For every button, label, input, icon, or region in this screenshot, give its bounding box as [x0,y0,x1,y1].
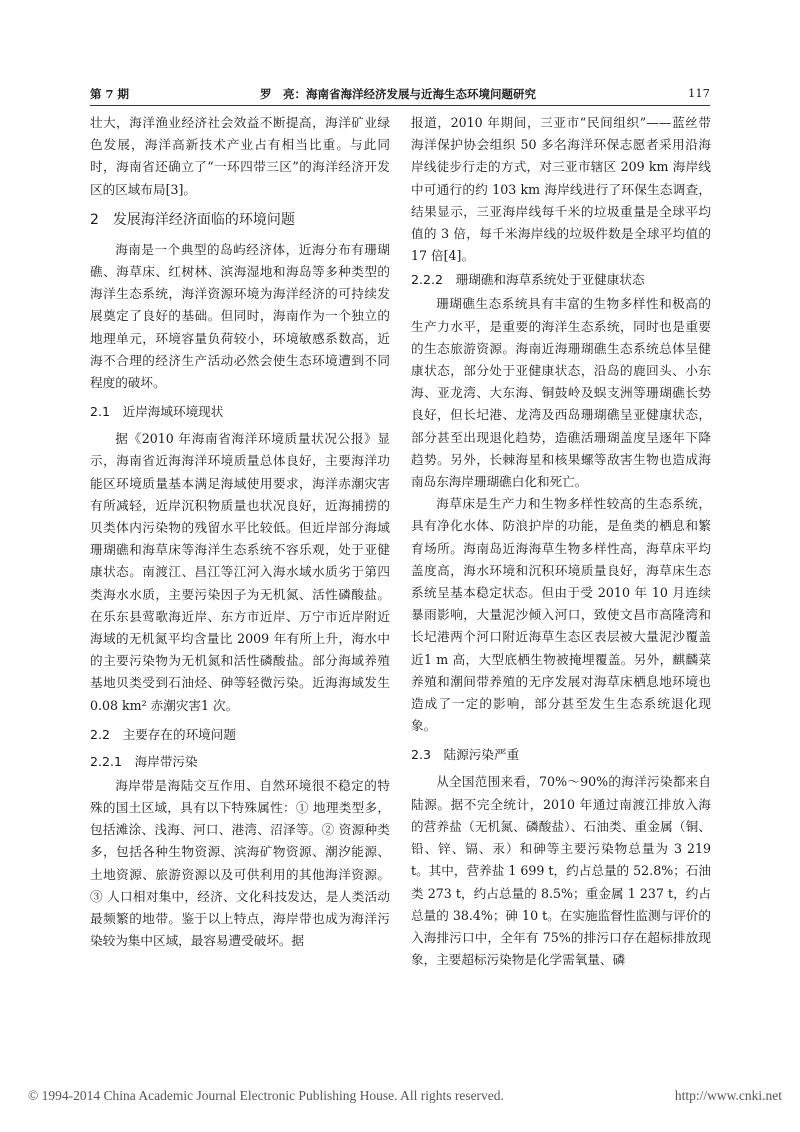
running-header [90,84,710,104]
header-rule [90,105,710,106]
paragraph-continued: 壮大，海洋渔业经济社会效益不断提高，海洋矿业绿色发展，海洋高新技术产业占有相当比重。与此同时，海南省还确立了“一环四带三区”的海洋经济开发区的区域布局[3]。 [90,115,390,197]
subsection-heading-2-2-1: 2.2.1 海岸带污染 [90,753,198,769]
paragraph-2-1: 据《2010 年海南省海洋环境质量状况公报》显示，海南省近海海洋环境质量总体良好，主要海洋功能区环境质量基本满足海域使用要求，海洋赤潮灾害有所减轻，近岸沉积物质量也状况良好，近海捕捞的贝类体内污染物的残留水平比较低。但近岸部分海域珊瑚礁和海草床等海洋生态系统不容乐观，处于亚健康状态。南渡江、昌江等江河入海水域水质劣于第四类海水水质，主要污染因子为无机氮、活性磷酸盐。在乐东县莺歌海近岸、东方市近岸、万宁市近岸附近海域的无机氮平均含量比 2009 年有所上升，海水中的主要污染物为无机氮和活性磷酸盐。部分海域养殖基地贝类受到石油烃、砷等轻微污染。近海海域发生 0.08 km² 赤潮灾害1 次。 [90,431,390,713]
subsection-heading-2-2-2: 2.2.2 珊瑚礁和海草系统处于亚健康状态 [411,272,645,288]
paragraph-2-3: 从全国范围来看，70%～90%的海洋污染都来自陆源。据不完全统计，2010 年通过南渡江排放入海的营养盐（无机氮、磷酸盐）、石油类、重金属（铜、铅、锌、镉、汞）和砷等主要污染物总量为 3 219 t。其中，营养盐 1 699 t，约占总量的 52.8%；石油类 273 t，约占总量的 8.5%；重金属 1 237 t，约占总量的 38.4%；砷 10 t。在实施监督性监测与评价的入海排污口中，全年有 75%的排污口存在超标排放现象，主要超标污染物是化学需氧量、磷 [411,774,711,968]
footer-link[interactable]: http://www.cnki.net [674,1088,782,1103]
page-footer [0,1088,800,1108]
section-heading-2: 2 发展海洋经济面临的环境问题 [90,211,295,228]
paragraph-section-2: 海南是一个典型的岛屿经济体，近海分布有珊瑚礁、海草床、红树林、滨海湿地和海岛等多种类型的海洋生态系统，海洋资源环境为海洋经济的可持续发展奠定了良好的基础。但同时，海南作为一个独立的地理单元，环境容量负荷较小，环境敏感系数高，近海不合理的经济生产活动必然会使生态环境遭到不同程度的破坏。 [90,241,390,391]
paragraph-continued-right: 报道，2010 年期间，三亚市“民间组织”——蓝丝带海洋保护协会组织 50 多名海洋环保志愿者采用沿海岸线徒步行走的方式，对三亚市辖区 209 km 海岸线中可通行的约 103 km 海岸线进行了环保生态调查，结果显示，三亚海岸线每千米的垃圾重量是全球平均值的 3 倍，每千米海岸线的垃圾件数是全球平均值的 17 倍[4]。 [411,115,711,264]
subsection-heading-2-3: 2.3 陆源污染严重 [411,747,520,763]
paragraph-coral-reef: 珊瑚礁生态系统具有丰富的生物多样性和极高的生产力水平，是重要的海洋生态系统，同时也是重要的生态旅游资源。海南近海珊瑚礁生态系统总体呈健康状态，部分处于亚健康状态，沿岛的鹿回头、小东海、亚龙湾、大东海、铜鼓岭及蜈支洲等珊瑚礁长势良好，但长圮港、龙湾及西岛珊瑚礁呈亚健康状态，部分甚至出现退化趋势，造礁活珊瑚盖度呈逐年下降趋势。另外，长棘海星和核果螺等敌害生物也造成海南岛东海岸珊瑚礁白化和死亡。 [411,296,711,490]
issue-number: 第 7 期 [90,87,130,101]
page-number: 117 [688,86,710,100]
paragraph-2-2-1: 海岸带是海陆交互作用、自然环境很不稳定的特殊的国土区域，具有以下特殊属性：① 地理类型多，包括滩涂、浅海、河口、港湾、沼泽等。② 资源种类多，包括各种生物资源、滨海矿物资源、潮汐能源、土地资源、旅游资源以及可供利用的其他海洋资源。③ 人口相对集中，经济、文化科技发达，是人类活动最频繁的地带。鉴于以上特点，海岸带也成为海洋污染较为集中区域，最容易遭受破坏。据 [90,777,390,949]
paragraph-seagrass: 海草床是生产力和生物多样性较高的生态系统，具有净化水体、防浪护岸的功能，是鱼类的栖息和繁育场所。海南岛近海海草生物多样性高，海草床平均盖度高，海水环境和沉积环境质量良好，海草床生态系统呈基本稳定状态。但由于受 2010 年 10 月连续暴雨影响，大量泥沙倾入河口，致使文昌市高隆湾和长圮港两个河口附近海草生态区表层被大量泥沙覆盖近1 m 高，大型底栖生物被掩埋覆盖。另外，麒麟菜养殖和潮间带养殖的无序发展对海草床栖息地环境也造成了一定的影响，部分甚至发生生态系统退化现象。 [411,496,711,734]
subsection-heading-2-1: 2.1 近岸海域环境现状 [90,404,224,420]
running-title: 罗 亮：海南省海洋经济发展与近海生态环境问题研究 [260,87,536,101]
left-column [90,112,390,1012]
subsection-heading-2-2: 2.2 主要存在的环境问题 [90,726,236,742]
copyright-notice: © 1994-2014 China Academic Journal Electronic Publishing House. All rights reserved. [28,1088,504,1103]
right-column [411,112,711,1012]
